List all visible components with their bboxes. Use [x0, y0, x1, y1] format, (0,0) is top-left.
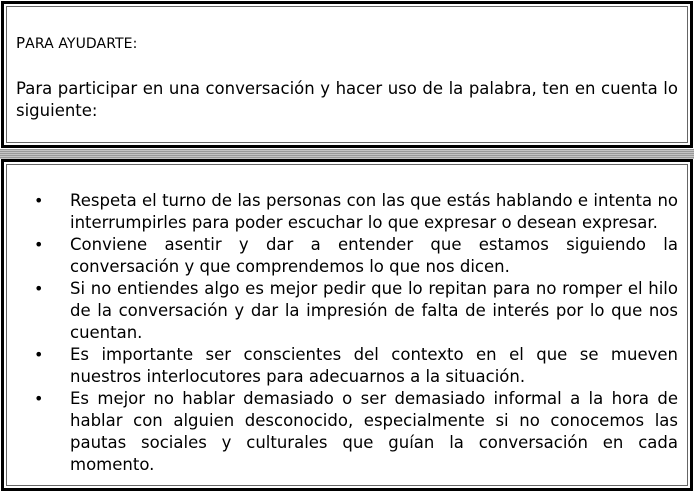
divider-band	[0, 149, 694, 159]
tips-box	[1, 159, 693, 491]
tips-list	[34, 190, 678, 476]
tip-text: Respeta el turno de las personas con las que estás hablando e intenta no interrumpirles para poder escuchar lo que expresar o desean expresar.	[70, 191, 678, 232]
section-heading	[16, 34, 137, 52]
list-item	[34, 234, 678, 278]
list-item	[34, 388, 678, 476]
bullet-icon: •	[34, 235, 44, 254]
list-item	[34, 344, 678, 388]
list-item	[34, 278, 678, 344]
tip-text: Es mejor no hablar demasiado o ser demasiado informal a la hora de hablar con alguien desconocido, especialmente si no conocemos las pautas sociales y culturales que guían la conversación en cada momento.	[70, 389, 678, 474]
bullet-icon: •	[34, 191, 44, 210]
intro-paragraph: Para participar en una conversación y hacer uso de la palabra, ten en cuenta lo siguiente:	[16, 79, 678, 120]
help-intro-box	[1, 1, 693, 148]
bullet-icon: •	[34, 389, 44, 408]
tip-text: Si no entiendes algo es mejor pedir que lo repitan para no romper el hilo de la conversación y dar la impresión de falta de interés por lo que nos cuentan.	[70, 279, 678, 342]
heading-rest: ARA AYUDARTE:	[25, 36, 138, 52]
bullet-icon: •	[34, 279, 44, 298]
heading-initial: P	[16, 34, 26, 52]
list-item	[34, 190, 678, 234]
bullet-icon: •	[34, 345, 44, 364]
tip-text: Es importante ser conscientes del contexto en el que se mueven nuestros interlocutores para adecuarnos a la situación.	[70, 345, 678, 386]
tip-text: Conviene asentir y dar a entender que estamos siguiendo la conversación y que comprendemos lo que nos dicen.	[70, 235, 678, 276]
